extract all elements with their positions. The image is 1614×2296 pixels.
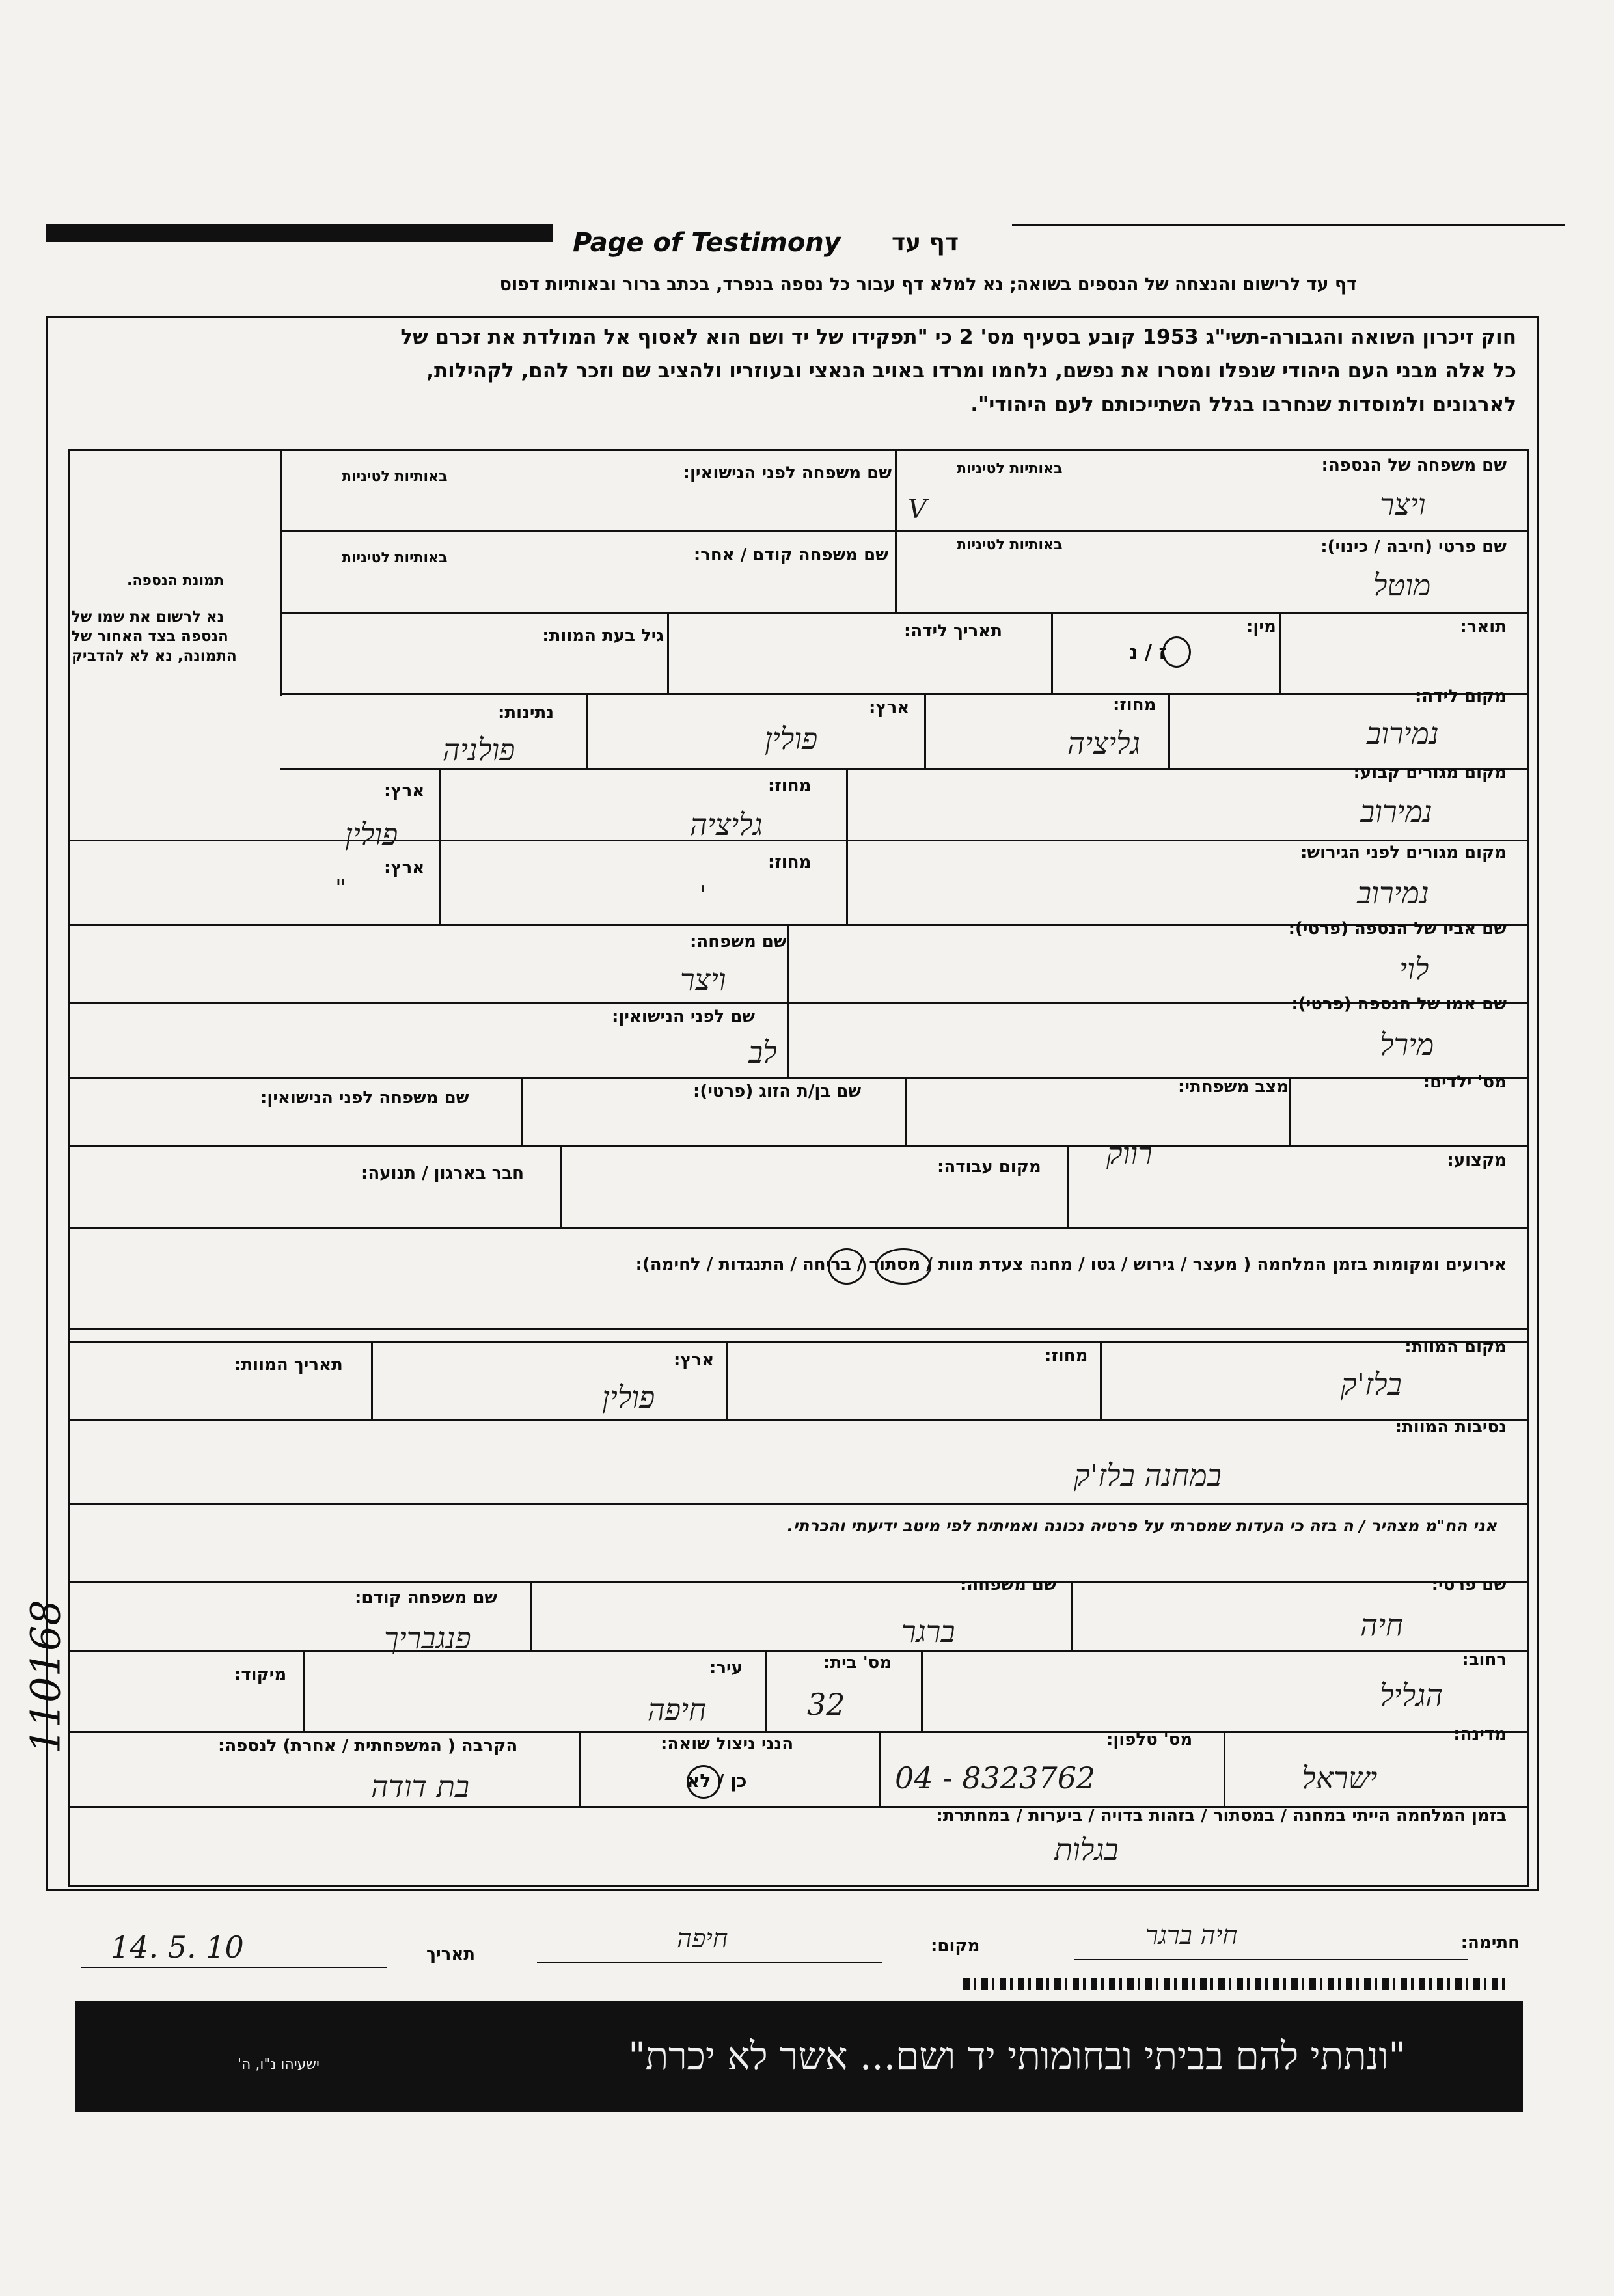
row10-div-1 [1067,1145,1069,1227]
label-decl-first: שם פרטי: [1431,1575,1507,1594]
value-mother-maiden: לב [748,1035,777,1070]
value-decl-city: חיפה [648,1692,707,1727]
decl-r3-div-2 [879,1731,881,1806]
value-ditto-country: " [335,875,346,902]
row9-div-2 [905,1077,907,1145]
label-death-region: מחוז: [1045,1346,1088,1365]
footer-banner [75,2001,1523,2112]
photo-note-1: נא לרשום את שמו של [72,608,225,625]
barcode-strip [963,1978,1510,1990]
label-decl-street: רחוב: [1462,1650,1507,1669]
value-decl-surname: ברגר [901,1614,955,1649]
row4-div-2 [924,693,926,768]
decl-r3-div-1 [1224,1731,1225,1806]
row3-div-3 [667,612,669,693]
title-hebrew: דף עד [892,229,959,256]
gender-circle [1162,636,1191,668]
row12-div-2 [726,1341,728,1419]
decl-row1 [68,1650,1529,1652]
row3-line [280,693,1529,695]
margin-number: 110168 [21,1600,70,1754]
label-death-country: ארץ: [674,1350,715,1370]
label-decl-surname: שם משפחה: [960,1575,1057,1594]
value-birth-place: נמירוב [1367,716,1439,751]
value-decl-street: הגליל [1380,1678,1443,1713]
value-decl-house: 32 [807,1687,845,1722]
label-res-country: ארץ: [384,781,425,800]
label-first-name: שם פרטי (חיבה / כינוי): [1320,537,1507,556]
declaration-statement: אני הח"מ מצהיר / ה בזה כי העדות שמסרתי על פרטיה נכונה ואמיתית לפי מיטב ידיעתי והכרתי. [787,1516,1497,1535]
row5-div-2 [439,768,441,924]
label-member: חבר בארגון / תנועה: [361,1164,524,1183]
row3-div-2 [1051,612,1053,693]
title-english: Page of Testimony [573,228,841,258]
label-prev-name: שם משפחה קודם / אחר: [693,545,888,565]
row2-line [280,612,1529,614]
row5-div-1 [846,768,848,924]
label-title: תואר: [1460,617,1507,636]
label-decl-country: מדינה: [1453,1725,1507,1744]
header-subtitle: דף עד לרישום והנצחה של הנספים בשואה; נא למלא דף עבור כל נספה בנפרד, בכתב ברור ובאותיות דפוס [499,275,1357,295]
value-birth-region: גליציה [1067,726,1140,761]
label-death-place: מקום המוות: [1404,1337,1507,1357]
label-decl-phone: מס' טלפון: [1106,1730,1193,1749]
header-right-rule [1012,224,1565,226]
decl-r3-div-3 [579,1731,581,1806]
signature-line [1074,1959,1468,1960]
value-res-before: נמירוב [1357,875,1429,910]
photo-note-3: התמונה, נא לא להדביק [72,648,237,664]
photo-title: תמונת הנספה. [127,573,225,589]
label-family-name: שם משפחה של הנספה: [1321,456,1507,475]
label-first-latin: באותיות לטיניות [957,537,1063,553]
value-marital: רווק [1106,1136,1153,1171]
date-line [81,1967,387,1968]
label-father-surname: שם משפחה: [690,932,787,951]
label-decl-city: עיר: [709,1658,743,1678]
label-res-region: מחוז: [768,776,812,795]
decl-r1-div-2 [530,1581,532,1650]
value-ditto-region: ' [700,882,706,909]
row5-line [68,840,1529,841]
value-residence: נמירוב [1360,794,1432,829]
value-decl-country: ישראל [1302,1760,1378,1796]
label-maiden-name: שם משפחה לפני הנישואין: [683,463,892,483]
decl-top [68,1581,1529,1583]
label-birth-region: מחוז: [1113,695,1156,715]
label-marital: מצב משפחתי: [1178,1077,1289,1097]
photo-note-2: הנספה בצד האחור של [72,628,228,645]
label-age: גיל בעת המוות: [542,626,664,646]
label-res-before-country: ארץ: [384,858,425,877]
value-death-place: בלז'ק [1341,1367,1402,1402]
row10-div-2 [560,1145,562,1227]
label-decl-wartime: בזמן המלחמה הייתי במחנה / במסתור / בזהות בדויה / ביערות / במחתרת: [936,1806,1507,1825]
row12-div-3 [371,1341,373,1419]
label-workplace: מקום עבודה: [937,1157,1041,1177]
label-res-before: מקום מגורים לפני הגירוש: [1300,843,1507,862]
label-maiden-latin: באותיות לטיניות [342,469,448,485]
value-nationality: פולניה [443,732,515,767]
label-place: מקום: [931,1936,980,1956]
label-mother: שם אמו של הנספה (פרטי): [1291,994,1507,1014]
label-gender-options: ז / נ [1129,641,1167,664]
law-text-line2: כל אלה מבני העם היהודי שנפלו ומסרו את נפשם, נלחמו ומרדו באויב הנאצי ובעוזריו ולהציב שם וזכר להם, לקהילות, [426,359,1516,383]
row4-line [280,768,1529,770]
value-decl-prev: פנגבריך [384,1620,471,1656]
row3-div-1 [1279,612,1281,693]
value-res-region: גליציה [690,807,763,842]
value-decl-phone: 04 - 8323762 [895,1760,1096,1796]
footer-source: ישעיהו נ"ו, ה' [238,2057,320,2073]
label-decl-zip: מיקוד: [234,1665,287,1684]
decl-r2-div-3 [303,1650,305,1731]
row4-div-3 [586,693,588,768]
label-family-latin: באותיות לטיניות [957,461,1063,477]
label-decl-prev: שם משפחה קודם: [355,1588,498,1607]
photo-divider [280,449,282,696]
row9-div-1 [1289,1077,1291,1145]
value-decl-wartime: בגלות [1054,1832,1119,1867]
label-res-before-region: מחוז: [768,853,812,872]
label-spouse-maiden: שם משפחה לפני הנישואין: [260,1088,469,1108]
row10-line [68,1227,1529,1229]
decl-r2-div-1 [921,1650,923,1731]
label-events: אירועים ומקומות בזמן המלחמה ( מעצר / גירוש / גטו / מחנה צעדת מוות / מסתור / בריחה / התנגדות / לחימה): [635,1255,1507,1274]
value-signature: חיה ברגר [1145,1920,1238,1950]
label-father: שם אביו של הנספה (פרטי): [1288,919,1507,938]
decl-row2 [68,1731,1529,1733]
survivor-no-circle [687,1765,720,1799]
row9-div-3 [521,1077,523,1145]
label-decl-relation: הקרבה ( המשפחתית / אחרת) לנספה: [218,1736,518,1756]
label-birth-country: ארץ: [869,698,910,717]
value-decl-first: חיה [1360,1607,1404,1643]
label-signature: חתימה: [1460,1933,1520,1952]
value-death-country: פולין [602,1380,655,1415]
value-father-name: לוי [1399,951,1429,987]
label-death-date: תאריך המוות: [234,1355,343,1374]
header-left-bar [46,224,553,242]
label-decl-yesno: כן / לא [687,1770,747,1792]
label-prev-latin: באותיות לטיניות [342,550,448,566]
label-profession: מקצוע: [1447,1151,1507,1170]
value-mother-name: מירל [1380,1027,1434,1062]
label-date: תאריך [426,1945,476,1964]
value-first-name: מוטל [1373,567,1431,603]
value-birth-country: פולין [765,721,818,756]
value-decl-relation: בת דודה [371,1769,470,1804]
decl-r1-div-1 [1071,1581,1073,1650]
value-place: חיפה [677,1924,728,1954]
label-death-circ: נסיבות המוות: [1395,1417,1507,1437]
row11-line [68,1328,1529,1330]
events-circle-deport [875,1248,931,1285]
decl-r2-div-2 [765,1650,767,1731]
row12-div-1 [1100,1341,1102,1419]
law-text-line1: חוק זיכרון השואה והגבורה-תשי"ג 1953 קובע בסעיף מס' 2 כי "תפקידו של יד ושם הוא לאסוף אל המולדת את זכרם של [400,325,1516,349]
row4-div-1 [1168,693,1170,768]
row8-line [68,1077,1529,1079]
parents-divider [787,924,789,1077]
victim-form-frame [68,449,1529,1887]
row13-line [68,1503,1529,1505]
value-father-surname: ויצר [680,962,726,997]
footer-quote: "ונתתי להם בביתי ובחומותי יד ושם... אשר לא יכרת" [628,2034,1406,2078]
value-date: 14. 5. 10 [111,1930,244,1965]
law-text-line3: לארגונים ולמוסדות שנחרבו בגלל השתייכותם לעם היהודי". [970,393,1516,417]
events-circle-ghetto [828,1248,866,1285]
place-line [537,1962,882,1963]
row12-line [68,1419,1529,1421]
label-birth-place: מקום לידה: [1415,687,1507,706]
label-nationality: נתינות: [498,703,554,722]
value-check-mark: V [908,495,927,525]
row12-top [68,1341,1529,1343]
label-gender: מין: [1246,617,1276,636]
value-death-circ: במחנה בלז'ק [1074,1458,1222,1493]
label-mother-maiden: שם לפני הנישואין: [612,1007,756,1026]
label-decl-survivor: הנני ניצול שואה: [661,1734,794,1754]
label-decl-house: מס' בית: [823,1653,892,1673]
label-birth-date: תאריך לידה: [904,622,1002,641]
row9-line [68,1145,1529,1147]
label-residence: מקום מגורים קבוע: [1353,763,1507,782]
label-children: מס' ילדים: [1423,1073,1507,1092]
row1-line [280,530,1529,532]
label-spouse: שם בן/ת הזוג (פרטי): [693,1082,862,1101]
value-res-country: פולין [345,817,398,852]
value-family-name: ויצר [1380,487,1426,522]
